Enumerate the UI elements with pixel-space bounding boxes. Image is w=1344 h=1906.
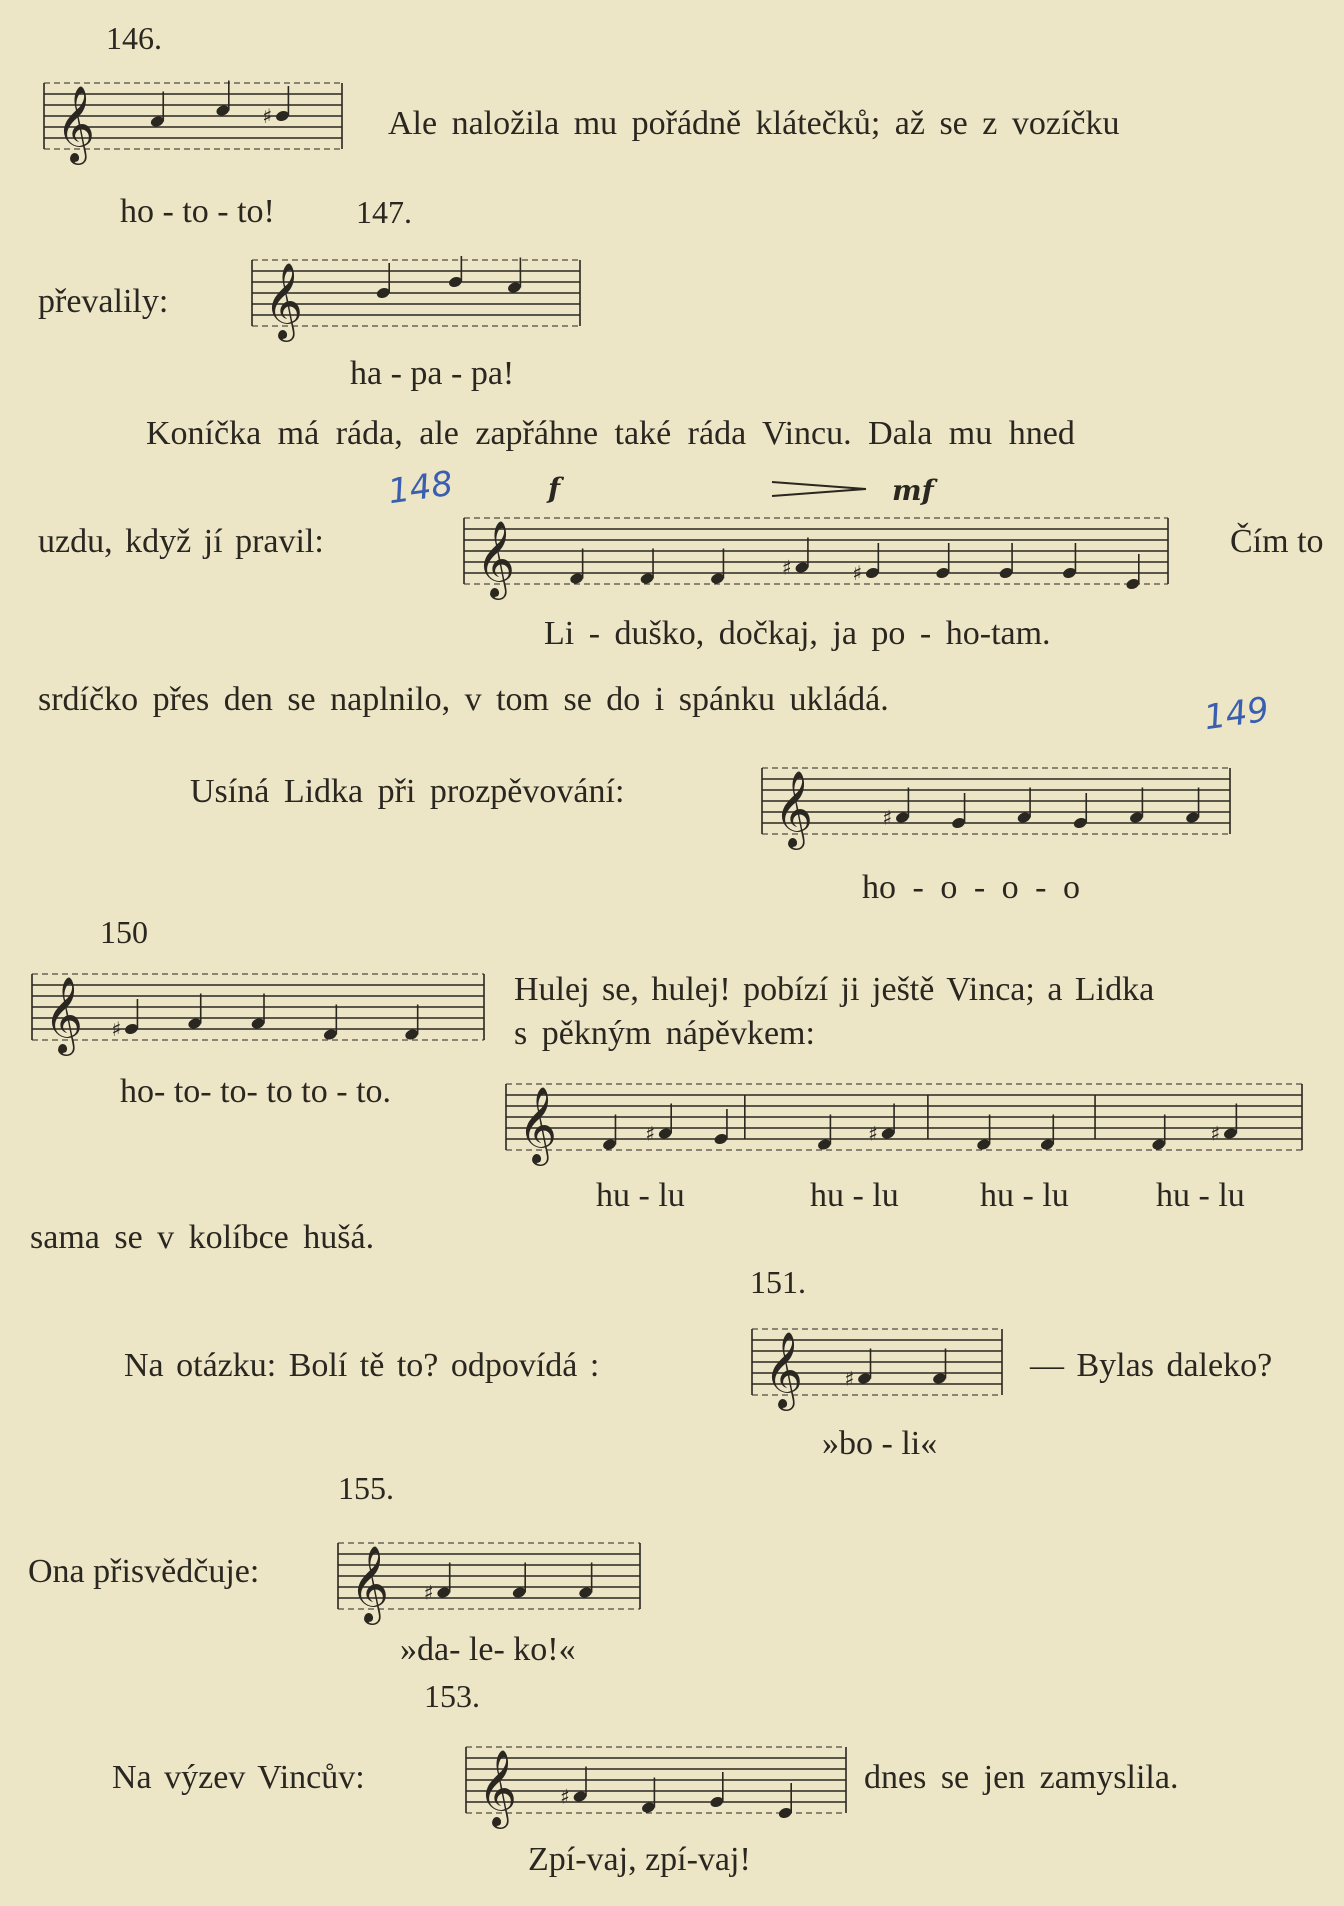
- sharp-icon: ♯: [645, 1121, 655, 1146]
- sharp-icon: ♯: [781, 555, 792, 580]
- music-staff-150: [28, 964, 490, 1066]
- text-konicka: Koníčka má ráda, ale zapřáhne také ráda Vincu. Dala mu hned: [146, 415, 1075, 452]
- lyric-hototototo: ho- to- to- to to - to.: [120, 1073, 392, 1110]
- example-number-150: 150: [100, 914, 148, 950]
- music-staff-146: [40, 78, 348, 170]
- treble-clef-icon: 𝄞: [518, 1086, 558, 1163]
- treble-clef-icon: 𝄞: [476, 520, 516, 597]
- lyric-daleko: »da- le- ko!«: [400, 1631, 576, 1668]
- lyric-hulu-1: hu - lu: [596, 1177, 685, 1214]
- treble-clef-icon: 𝄞: [478, 1749, 518, 1826]
- sharp-icon: ♯: [868, 1121, 878, 1146]
- dynamic-forte: f: [548, 472, 561, 505]
- music-staff-148: [460, 504, 1174, 614]
- treble-clef-icon: 𝄞: [56, 85, 96, 162]
- lyric-hulu-4: hu - lu: [1156, 1177, 1245, 1214]
- music-staff-151: [748, 1322, 1008, 1418]
- text-otazku: Na otázku: Bolí tě to? odpovídá :: [124, 1347, 600, 1384]
- sharp-icon: ♯: [882, 805, 893, 830]
- handwritten-number-148: 148: [385, 463, 456, 513]
- text-ona: Ona přisvědčuje:: [28, 1553, 260, 1590]
- music-staff-155: [334, 1536, 646, 1632]
- sharp-icon: ♯: [423, 1580, 434, 1605]
- sharp-icon: ♯: [560, 1784, 570, 1809]
- music-staff-153: [462, 1740, 852, 1836]
- music-staff-147: [248, 256, 586, 346]
- sharp-icon: ♯: [844, 1366, 855, 1391]
- lyric-zpivaj: Zpí-vaj, zpí-vaj!: [528, 1841, 751, 1878]
- treble-clef-icon: 𝄞: [764, 1331, 804, 1408]
- dynamic-mezzoforte: mf: [892, 474, 934, 507]
- music-staff-149: [758, 750, 1236, 868]
- text-vyzev: Na výzev Vincův:: [112, 1759, 365, 1796]
- text-line-1: Ale naložila mu pořádně klátečků; až se z vozíčku: [388, 105, 1120, 142]
- example-number-147: 147.: [356, 194, 412, 230]
- text-dnes: dnes se jen zamyslila.: [864, 1759, 1179, 1796]
- lyric-liduska: Li - duško, dočkaj, ja po - ho-tam.: [544, 615, 1051, 652]
- sharp-icon: ♯: [262, 104, 273, 128]
- sharp-icon: ♯: [852, 561, 863, 585]
- text-cimto: Čím to: [1230, 523, 1324, 560]
- lyric-hototo: ho - to - to!: [120, 193, 275, 230]
- treble-clef-icon: 𝄞: [774, 770, 814, 847]
- text-srdicko: srdíčko přes den se naplnilo, v tom se do i spánku ukládá.: [38, 681, 889, 718]
- lyric-hoooo: ho - o - o - o: [862, 869, 1080, 906]
- sharp-icon: ♯: [1210, 1121, 1221, 1146]
- music-staff-hulu: [502, 1074, 1308, 1176]
- text-prevalily: převalily:: [38, 283, 169, 320]
- treble-clef-icon: 𝄞: [350, 1545, 390, 1622]
- example-number-146: 146.: [106, 20, 162, 56]
- text-usina: Usíná Lidka při prozpěvování:: [190, 773, 625, 810]
- text-peknym: s pěkným nápěvkem:: [514, 1015, 815, 1052]
- lyric-hulu-2: hu - lu: [810, 1177, 899, 1214]
- sharp-icon: ♯: [111, 1017, 122, 1041]
- treble-clef-icon: 𝄞: [44, 976, 84, 1053]
- text-uzdu: uzdu, když jí pravil:: [38, 523, 324, 560]
- lyric-hapapa: ha - pa - pa!: [350, 355, 515, 392]
- lyric-boli: »bo - li«: [822, 1425, 938, 1462]
- text-hulej: Hulej se, hulej! pobízí ji ještě Vinca; a Lidka: [514, 971, 1155, 1008]
- example-number-153: 153.: [424, 1678, 480, 1714]
- example-number-151: 151.: [750, 1264, 806, 1300]
- text-sama: sama se v kolíbce hušá.: [30, 1219, 375, 1256]
- decrescendo-hairpin: [770, 480, 870, 500]
- text-bylas: — Bylas daleko?: [1030, 1347, 1273, 1384]
- handwritten-number-149: 149: [1201, 689, 1272, 739]
- lyric-hulu-3: hu - lu: [980, 1177, 1069, 1214]
- treble-clef-icon: 𝄞: [264, 262, 304, 339]
- example-number-155: 155.: [338, 1470, 394, 1506]
